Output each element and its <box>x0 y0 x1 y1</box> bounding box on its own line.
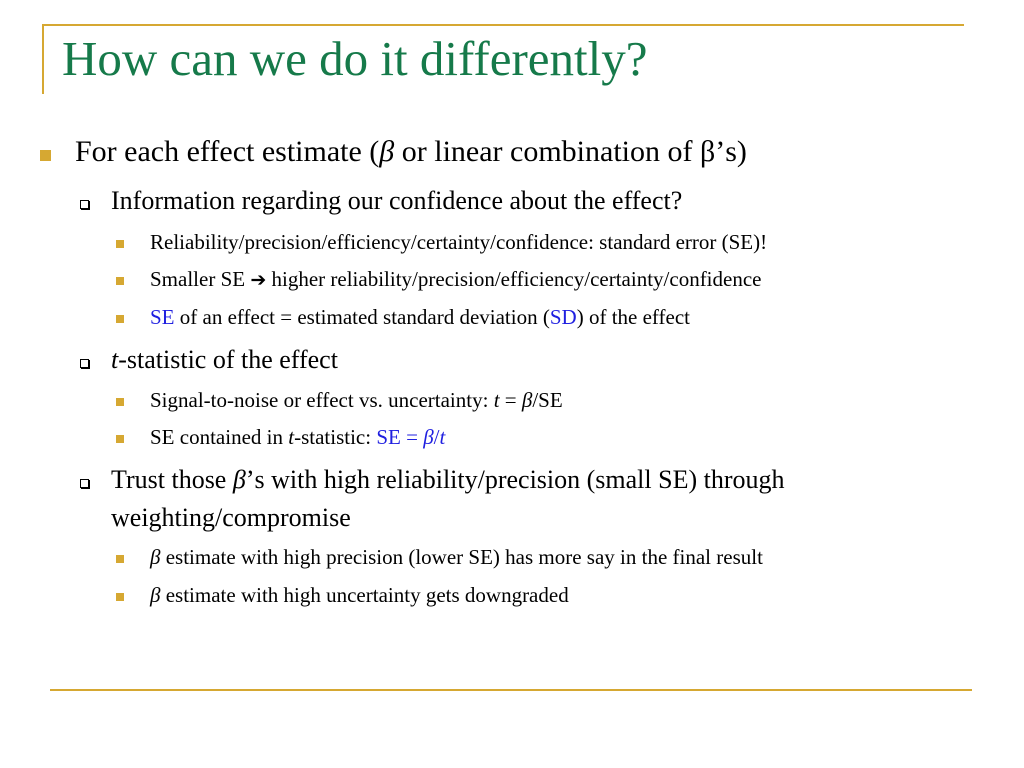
level2-bullet-marker <box>80 479 89 488</box>
beta-symbol: β <box>150 545 161 569</box>
se-formula-text: SE = <box>376 425 424 449</box>
arrow-right-icon: ➔ <box>250 269 267 291</box>
beta-symbol: β <box>521 388 533 412</box>
beta-symbol: β <box>150 583 161 607</box>
beta-symbol: β <box>232 465 246 494</box>
level2-bullet-marker <box>80 359 89 368</box>
level3-bullet-marker <box>116 555 124 563</box>
bullet-text: of an effect = estimated standard deviation ( <box>174 305 550 329</box>
beta-symbol: β <box>379 135 395 168</box>
subsubbullet-signal-to-noise <box>150 388 563 413</box>
bullet-text: ’s) <box>715 135 747 168</box>
subsubbullet-smaller-se <box>150 267 761 292</box>
level1-bullet-marker <box>40 150 51 161</box>
subsubbullet-reliability: Reliability/precision/efficiency/certainty/confidence: standard error (SE)! <box>150 230 768 254</box>
level3-bullet-marker <box>116 315 124 323</box>
slash-symbol: / <box>433 425 440 449</box>
level3-bullet-marker <box>116 240 124 248</box>
bullet-text: -statistic of the effect <box>118 345 338 374</box>
bullet-text: ) of the effect <box>576 305 690 329</box>
bullet-text: estimate with high precision (lower SE) has more say in the final result <box>160 545 763 569</box>
sd-term: SD <box>549 305 577 329</box>
slide-title: How can we do it differently? <box>62 31 648 86</box>
beta-symbol: β <box>423 425 434 449</box>
bullet-text: SE contained in <box>150 425 289 449</box>
bullet-text: or linear combination of <box>394 135 700 168</box>
level3-bullet-marker <box>116 277 124 285</box>
subsubbullet-se-contained <box>150 425 445 450</box>
subsubbullet-high-precision <box>150 545 763 570</box>
t-symbol: t <box>493 388 500 412</box>
level3-bullet-marker <box>116 435 124 443</box>
subsubbullet-high-uncertainty <box>150 583 569 608</box>
bullet-text: Signal-to-noise or effect vs. uncertainty: <box>150 388 494 412</box>
subbullet-information: Information regarding our confidence about the effect? <box>111 186 683 215</box>
bullet-text: -statistic: <box>294 425 377 449</box>
bullet-text: Smaller SE <box>150 267 251 291</box>
subsubbullet-se-definition <box>150 305 690 330</box>
t-symbol: t <box>111 345 119 374</box>
se-term: SE <box>150 305 175 329</box>
level3-bullet-marker <box>116 398 124 406</box>
bullet-text: ’s with high reliability/precision (small SE) through <box>245 465 785 494</box>
top-left-vertical-rule <box>42 24 44 94</box>
subbullet-t-statistic <box>111 345 338 375</box>
bullet-text: higher reliability/precision/efficiency/certainty/confidence <box>266 267 762 291</box>
trust-line-1 <box>111 461 785 499</box>
bottom-horizontal-rule <box>50 689 972 691</box>
bullet-text: estimate with high uncertainty gets downgraded <box>160 583 569 607</box>
bullet-text: = <box>499 388 522 412</box>
beta-symbol: β <box>700 135 716 168</box>
bullet-effect-estimate <box>75 135 747 169</box>
t-symbol: t <box>439 425 446 449</box>
level3-bullet-marker <box>116 593 124 601</box>
bullet-text: For each effect estimate ( <box>75 135 380 168</box>
level2-bullet-marker <box>80 200 89 209</box>
se-formula <box>376 425 445 449</box>
bullet-text: Trust those <box>111 465 233 494</box>
subbullet-trust-those <box>111 461 785 537</box>
bullet-text: /SE <box>532 388 563 412</box>
t-symbol: t <box>288 425 295 449</box>
trust-line-2: weighting/compromise <box>111 503 351 532</box>
